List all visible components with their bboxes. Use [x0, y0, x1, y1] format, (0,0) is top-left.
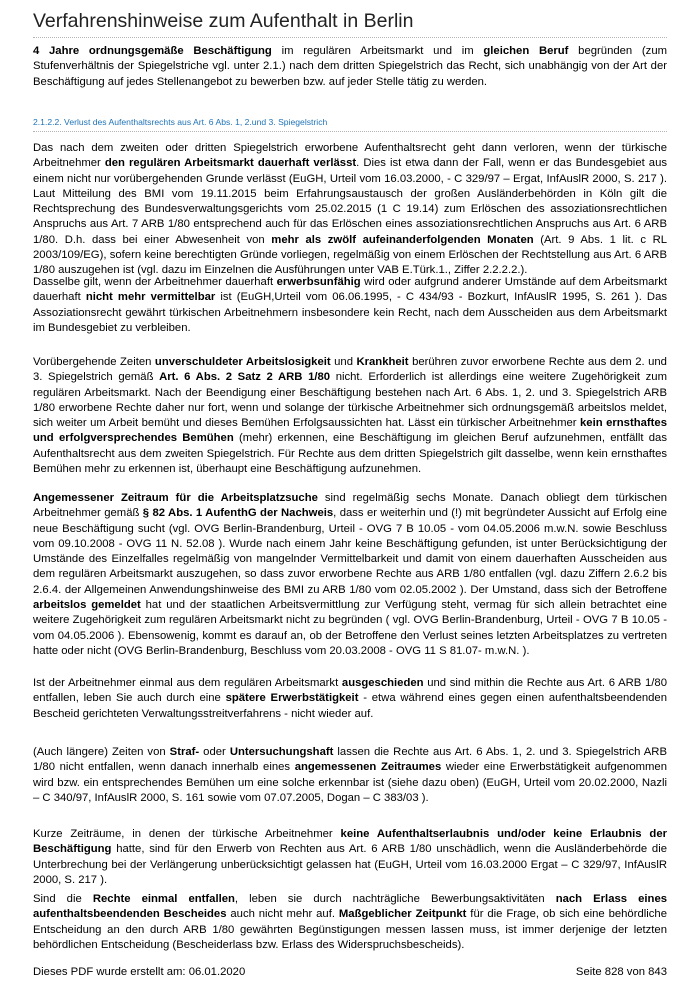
emphasis-text: unverschuldeter Arbeitslosigkeit: [154, 356, 331, 368]
emphasis-text: Angemessener Zeitraum für die Arbeitsplatzsuche: [33, 492, 318, 504]
paragraph-rights-lapsed: [33, 892, 667, 953]
body-text: . Dies ist etwa dann der Fall, wenn er das Bundesgebiet aus einem nicht nur vorübergehenden Grunde verlässt (EuGH, Urteil vom 16.03.2000, - C 329/97 – Ergat, InfAuslR 2000, S. 217 ). Laut Mitteilung des BMI vom 19.11.2015 beim Erfahrungsaustausch der großen Ausländerbehörden in Köln gilt die Rechtsprechung des Bundesverwaltungsgerichts vom 25.02.2015 (1 C 19.14) zum Erlöschen des assoziationsrechtlichen Anspruchs aus Art. 7 ARB 1/80 entsprechend auch für das Erlöschen eines assoziationsrechtlichen Anspruchs aus Art. 6 ARB 1/80. D.h. dass bei einer Abwesenheit von: [33, 157, 668, 246]
footer-created-date: Dieses PDF wurde erstellt am: 06.01.2020: [33, 966, 246, 978]
section-divider: [33, 131, 667, 132]
emphasis-text: nicht mehr vermittelbar: [85, 291, 216, 304]
emphasis-text: arbeitslos gemeldet: [33, 599, 141, 612]
emphasis-text: spätere Erwerbstätigkeit: [225, 692, 359, 705]
body-text: für die Frage, ob sich eine behördliche Entscheidung an den durch ARB 1/80 gewährten Begünstigungen messen lassen muss, ist immer derjenige der letzten behördlichen Entscheidung (Bescheiderlass bzw. Erlass des Widerspruchsbescheids).: [33, 908, 667, 951]
body-text: (Art. 9 Abs. 1 lit. c RL 2003/109/EG), sofern keine berechtigten Gründe vorliegen, regelmäßig von einem Erlöschen der Rechtstellung aus Art. 6 ARB 1/80 auszugehen ist (vgl. dazu im Einzelnen die Ausführungen unter VAB E.Türk.1., Ziffer 2.2.2.2.).: [33, 233, 668, 277]
emphasis-text: keine Aufenthaltserlaubnis und/oder keine Erlaubnis der Beschäftigung: [33, 828, 667, 856]
body-text: Sind die: [33, 893, 93, 905]
emphasis-text: gleichen Beruf: [483, 45, 569, 57]
emphasis-text: Straf-: [169, 746, 200, 758]
emphasis-text: Art. 6 Abs. 2 Satz 2 ARB 1/80: [159, 371, 331, 384]
body-text: und sind mithin die Rechte aus Art. 6 ARB 1/80 entfallen, leben Sie auch durch eine: [33, 677, 667, 705]
body-text: Vorübergehende Zeiten: [33, 356, 155, 368]
emphasis-text: nach Erlass eines aufenthaltsbeendenden Bescheides: [33, 893, 668, 921]
body-text: - etwa während eines gegen einen aufenthaltsbeendenden Bescheid gerichteten Verwaltungsstreitverfahrens - nicht wieder auf.: [33, 692, 667, 720]
body-text: lassen die Rechte aus Art. 6 Abs. 1, 2. und 3. Spiegelstrich ARB 1/80 nicht entfallen, wenn danach innerhalb eines: [33, 746, 667, 774]
paragraph-four-years-employment: [33, 44, 667, 90]
body-text: (mehr) erkennen, eine Beschäftigung im gleichen Beruf aufzunehmen, entfällt das Aufenthaltsrecht aus dem zweiten Spiegelstrich. Für Rechte aus dem dritten Spiegelstrich gilt dasselbe, wenn kein ernsthaftes Bemühen mehr zu erkennen ist, überhaupt eine Beschäftigung aufzunehmen.: [33, 432, 667, 476]
body-text: (Auch längere) Zeiten von: [33, 746, 170, 758]
paragraph-job-search-period: [33, 491, 667, 659]
body-text: wieder eine Erwerbstätigkeit aufgenommen wird bzw. ein entsprechendes Bemühen um eine solche erkennbar ist (siehe dazu oben) (EuGH, Urteil vom 20.02.2000, Nazli – C 340/97, InfAuslR 2000, S. 161 sowie vom 07.07.2005, Dogan – C 383/03 ).: [33, 761, 667, 804]
body-text: und: [330, 356, 357, 368]
emphasis-text: § 82 Abs. 1 AufenthG der Nachweis: [142, 507, 334, 520]
paragraph-unemployment-illness: [33, 355, 667, 477]
emphasis-text: erwerbsunfähig: [276, 276, 361, 288]
page-title: Verfahrenshinweise zum Aufenthalt in Berlin: [33, 10, 414, 32]
body-text: nicht. Erforderlich ist allerdings eine weitere Zugehörigkeit zum regulären Arbeitsmarkt. Nach der Beendigung einer Beschäftigung bestehen nach Art. 6 Abs. 1, 2. und 3. Spiegelstrich ARB 1/80 erworbene Rechte daher nur fort, wenn und solange der türkische Arbeitnehmer sich ordnungsgemäß arbeitslos meldet, sich weiter um Arbeit bemüht und dieses Bemühen Erfolgsaussichten hat. Lässt ein türkischer Arbeitnehmer: [33, 371, 667, 430]
body-text: hat und der staatlichen Arbeitsvermittlung zur Verfügung steht, vermag für sich allein betrachtet eine weitere Zugehörigkeit zum regulären Arbeitsmarkt nicht zu begründen ( vgl. OVG Berlin-Brandenburg, Urteil - OVG 7 B 10.05 - vom 04.05.2006 ). Ebensowenig, kommt es darauf an, ob der Betroffene den Verlust seines letzten Arbeitsplatzes zu vertreten hatte oder nicht (OVG Berlin-Brandenburg, Beschluss vom 20.03.2008 - OVG 11 S 81.07- m.w.N. ).: [33, 599, 667, 657]
emphasis-text: Rechte einmal entfallen: [92, 893, 235, 905]
body-text: ist (EuGH,Urteil vom 06.06.1995, - C 434/93 - Bozkurt, InfAuslR 1995, S. 261 ). Das Assoziationsrecht gewährt türkischen Arbeitnehmern insbesondere kein Recht, nach dem Ausscheiden aus dem Arbeitsmarkt im Bundesgebiet zu verbleiben.: [33, 291, 668, 334]
body-text: begründen (zum Stufenverhältnis der Spiegelstriche vgl. unter 2.1.) nach dem dritten Spiegelstrich das Recht, sich unabhängig von der Art der Beschäftigung auf jedes Stellenangebot zu bewerben bzw. auf jeder Stelle tätig zu werden.: [33, 45, 668, 88]
body-text: berühren zuvor erworbene Rechte aus dem 2. und 3. Spiegelstrich gemäß: [33, 356, 667, 384]
emphasis-text: Untersuchungshaft: [229, 746, 334, 758]
body-text: Ist der Arbeitnehmer einmal aus dem regulären Arbeitsmarkt: [33, 677, 342, 689]
body-text: wird oder aufgrund anderer Umstände auf dem Arbeitsmarkt dauerhaft: [33, 276, 667, 304]
body-text: Kurze Zeiträume, in denen der türkische Arbeitnehmer: [33, 828, 341, 840]
paragraph-short-periods: [33, 827, 667, 888]
paragraph-loss-of-right: [33, 141, 667, 279]
body-text: im regulären Arbeitsmarkt und im: [271, 45, 484, 57]
emphasis-text: 4 Jahre ordnungsgemäße Beschäftigung: [33, 45, 272, 57]
paragraph-incapacity: [33, 275, 667, 336]
emphasis-text: kein ernsthaftes und erfolgversprechendes Bemühen: [33, 417, 667, 445]
paragraph-imprisonment: [33, 745, 667, 806]
emphasis-text: Maßgeblicher Zeitpunkt: [338, 908, 467, 921]
footer-page-number: Seite 828 von 843: [575, 966, 667, 978]
body-text: , dass er weiterhin und (!) mit begründeter Aussicht auf Erfolg eine neue Beschäftigung sucht (vgl. OVG Berlin-Brandenburg, Urteil - OVG 7 B 10.05 - vom 04.05.2006 m.w.N. sowie Beschluss vom 09.10.2008 - OVG 11 N. 52.08 ). Wurde nach einem Jahr keine Beschäftigung gefunden, ist unter Berücksichtigung der Umstände des Einzelfalles regelmäßig von mangelnder Vermittelbarkeit und damit von einem dauerhaften Ausscheiden aus dem regulären Arbeitsmarkt auszugehen, so dass zuvor erworbene Rechte aus ARB 1/80 entfallen (vgl. dazu Ziffern 2.6.2 bis 2.6.4. der Allgemeinen Anwendungshinweise des BMI zu ARB 1/80 vom 02.05.2002 ). Der Umstand, dass sich der Betroffene: [33, 507, 667, 596]
title-divider: [33, 37, 667, 38]
body-text: Dasselbe gilt, wenn der Arbeitnehmer dauerhaft: [33, 276, 277, 288]
body-text: hatte, sind für den Erwerb von Rechten aus Art. 6 ARB 1/80 unschädlich, wenn die Ausländerbehörde die Unterbrechung bei der Verlängerung unberücksichtigt gelassen hat (EuGH, Urteil vom 16.03.2000 Ergat – C 329/97, InfAuslR 2000, S. 217 ).: [33, 843, 667, 886]
emphasis-text: ausgeschieden: [341, 677, 424, 689]
emphasis-text: Krankheit: [356, 356, 409, 368]
body-text: oder: [199, 746, 230, 758]
body-text: , leben sie durch nachträgliche Bewerbungsaktivitäten: [234, 893, 556, 905]
body-text: Das nach dem zweiten oder dritten Spiegelstrich erworbene Aufenthaltsrecht geht dann verloren, wenn der türkische Arbeitnehmer: [33, 142, 667, 170]
emphasis-text: angemessenen Zeitraumes: [294, 761, 442, 774]
emphasis-text: mehr als zwölf aufeinanderfolgenden Monaten: [271, 233, 534, 246]
section-heading: 2.1.2.2. Verlust des Aufenthaltsrechts aus Art. 6 Abs. 1, 2.und 3. Spiegelstrich: [33, 117, 328, 127]
body-text: sind regelmäßig sechs Monate. Danach obliegt dem türkischen Arbeitnehmer gemäß: [33, 492, 668, 520]
paragraph-left-labour-market: [33, 676, 667, 722]
body-text: auch nicht mehr auf.: [226, 908, 339, 921]
emphasis-text: den regulären Arbeitsmarkt dauerhaft verlässt: [104, 157, 357, 170]
